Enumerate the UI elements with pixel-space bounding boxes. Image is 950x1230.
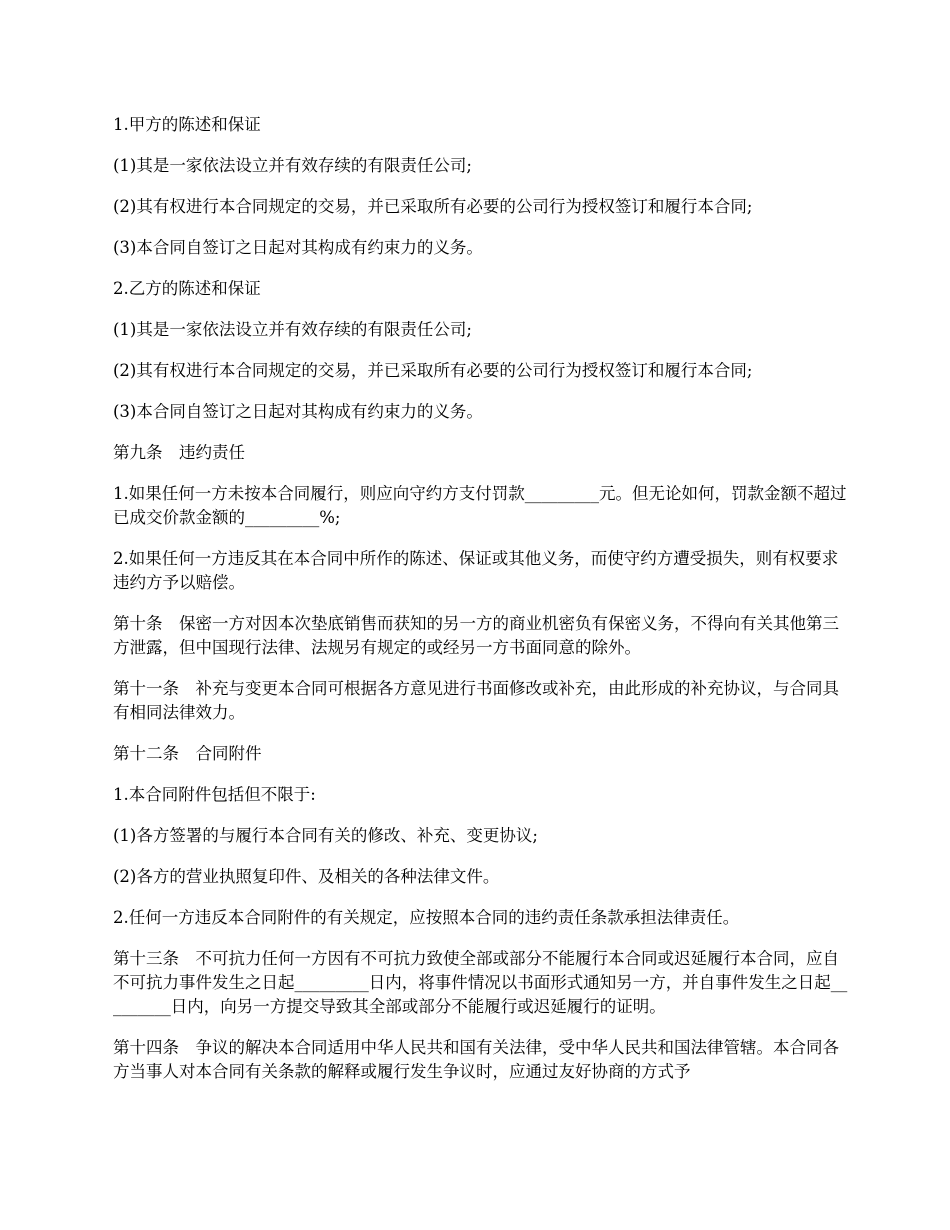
paragraph-18: 2.任何一方违反本合同附件的有关规定，应按照本合同的违约责任条款承担法律责任。 (113, 908, 740, 927)
paragraph-6: (1)其是一家依法设立并有效存续的有限责任公司; (113, 320, 472, 339)
paragraph-article-13: 第十三条 不可抗力任何一方因有不可抗力致使全部或部分不能履行本合同或迟延履行本合同，应自不可抗力事件发生之日起_________日内，将事件情况以书面形式通知另一方，并自事件发生之日起_________日内，向另一方提交导致其全部或部分不能履行或迟延履行的证明。 (113, 949, 848, 1016)
paragraph-2: (1)其是一家依法设立并有效存续的有限责任公司; (113, 156, 472, 175)
paragraph-5: 2.乙方的陈述和保证 (113, 279, 261, 298)
paragraph-8: (3)本合同自签订之日起对其构成有约束力的义务。 (113, 402, 483, 421)
paragraph-article-11: 第十一条 补充与变更本合同可根据各方意见进行书面修改或补充，由此形成的补充协议，与合同具有相同法律效力。 (113, 679, 839, 722)
paragraph-article-14: 第十四条 争议的解决本合同适用中华人民共和国有关法律，受中华人民共和国法律管辖。本合同各方当事人对本合同有关条款的解释或履行发生争议时，应通过友好协商的方式予 (113, 1038, 839, 1081)
document-body (113, 113, 853, 1101)
paragraph-7: (2)其有权进行本合同规定的交易，并已采取所有必要的公司行为授权签订和履行本合同; (113, 361, 753, 380)
paragraph-10: 1.如果任何一方未按本合同履行，则应向守约方支付罚款_________元。但无论如何，罚款金额不超过已成交价款金额的_________%; (113, 484, 847, 527)
paragraph-11: 2.如果任何一方违反其在本合同中所作的陈述、保证或其他义务，而使守约方遭受损失，则有权要求违约方予以赔偿。 (113, 549, 839, 592)
section-heading-article-9: 第九条 违约责任 (113, 443, 245, 462)
section-heading-article-12: 第十二条 合同附件 (113, 744, 262, 763)
paragraph-1: 1.甲方的陈述和保证 (113, 115, 261, 134)
paragraph-15: 1.本合同附件包括但不限于: (113, 785, 316, 804)
paragraph-article-10: 第十条 保密一方对因本次垫底销售而获知的另一方的商业机密负有保密义务，不得向有关其他第三方泄露，但中国现行法律、法规另有规定的或经另一方书面同意的除外。 (113, 614, 839, 657)
paragraph-17: (2)各方的营业执照复印件、及相关的各种法律文件。 (113, 867, 500, 886)
paragraph-3: (2)其有权进行本合同规定的交易，并已采取所有必要的公司行为授权签订和履行本合同; (113, 197, 753, 216)
paragraph-16: (1)各方签署的与履行本合同有关的修改、补充、变更协议; (113, 826, 538, 845)
paragraph-4: (3)本合同自签订之日起对其构成有约束力的义务。 (113, 238, 483, 257)
